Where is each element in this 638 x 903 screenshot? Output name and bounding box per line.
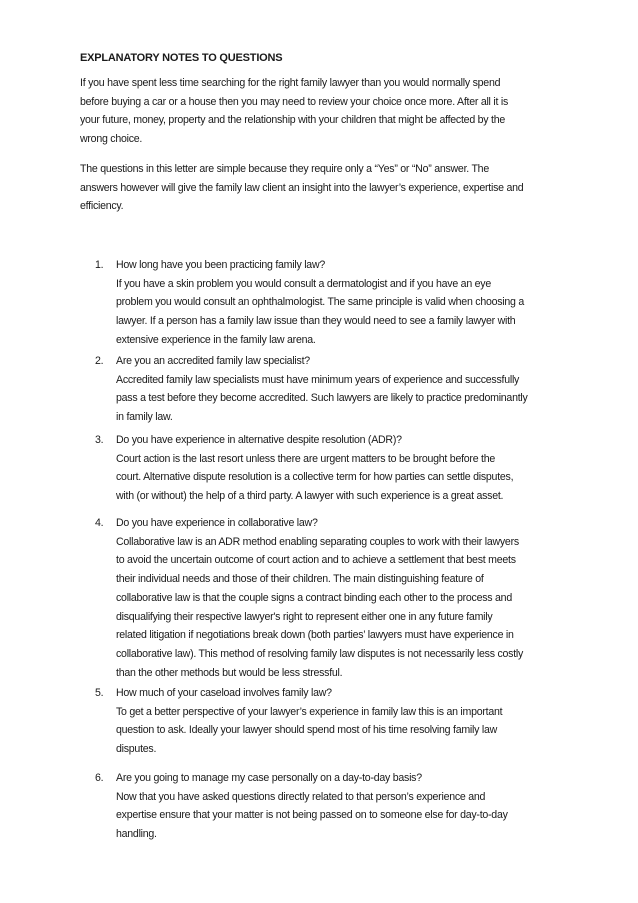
text-line: To get a better perspective of your lawyer’s experience in family law this is an important — [116, 705, 503, 718]
intro-paragraph-2 — [80, 160, 562, 216]
text-line: in family law. — [116, 411, 173, 424]
text-line: answers however will give the family law client an insight into the lawyer’s experience, expertise and — [80, 181, 524, 194]
question-number: 6. — [95, 772, 104, 784]
text-line: Accredited family law specialists must have minimum years of experience and successfully — [116, 373, 520, 386]
text-line: collaborative law is that the couple signs a contract binding each other to the process and — [116, 591, 512, 604]
question-heading: How long have you been practicing family law? — [116, 259, 325, 271]
document-title: EXPLANATORY NOTES TO QUESTIONS — [80, 52, 283, 64]
intro-paragraph-1 — [80, 74, 562, 149]
question-heading: Are you going to manage my case personally on a day-to-day basis? — [116, 772, 422, 784]
question-heading: Do you have experience in alternative despite resolution (ADR)? — [116, 434, 402, 446]
text-line: court. Alternative dispute resolution is a collective term for how parties can settle disputes, — [116, 471, 514, 484]
question-body — [116, 256, 566, 350]
text-line: disqualifying their respective lawyer's right to represent either one in any future family — [116, 610, 493, 623]
text-line: expertise ensure that your matter is not being passed on to someone else for day-to-day — [116, 809, 508, 822]
text-line: handling. — [116, 828, 157, 841]
text-line: than the other methods but would be less stressful. — [116, 666, 343, 679]
question-number: 4. — [95, 517, 104, 529]
text-line: question to ask. Ideally your lawyer should spend most of his time resolving family law — [116, 724, 497, 737]
question-number: 1. — [95, 259, 104, 271]
text-line: Court action is the last resort unless there are urgent matters to be brought before the — [116, 452, 496, 465]
question-body — [116, 431, 566, 506]
text-line: extensive experience in the family law arena. — [116, 333, 316, 346]
question-number: 2. — [95, 355, 104, 367]
text-line: their individual needs and those of their children. The main distinguishing feature of — [116, 573, 484, 586]
text-line: pass a test before they become accredited. Such lawyers are likely to practice predominantly — [116, 392, 528, 405]
question-heading: Are you an accredited family law specialist? — [116, 355, 310, 367]
text-line: If you have a skin problem you would consult a dermatologist and if you have an eye — [116, 277, 491, 290]
question-heading: Do you have experience in collaborative law? — [116, 517, 318, 529]
text-line: problem you would consult an ophthalmologist. The same principle is valid when choosing a — [116, 296, 525, 309]
question-heading: How much of your caseload involves family law? — [116, 687, 332, 699]
question-body — [116, 684, 566, 759]
text-line: efficiency. — [80, 200, 124, 213]
question-body — [116, 514, 566, 682]
question-number: 5. — [95, 687, 104, 699]
text-line: to avoid the uncertain outcome of court action and to achieve a settlement that best meets — [116, 554, 516, 567]
text-line: with (or without) the help of a third party. A lawyer with such experience is a great asset. — [116, 490, 504, 503]
text-line: The questions in this letter are simple because they require only a “Yes” or “No” answer. The — [80, 163, 489, 175]
question-number: 3. — [95, 434, 104, 446]
text-line: disputes. — [116, 743, 157, 756]
text-line: Now that you have asked questions directly related to that person’s experience and — [116, 790, 486, 803]
text-line: If you have spent less time searching for the right family lawyer than you would normally spend — [80, 77, 501, 89]
question-body — [116, 769, 566, 844]
text-line: your future, money, property and the relationship with your children that might be affected by the — [80, 114, 506, 127]
question-body — [116, 352, 566, 427]
text-line: wrong choice. — [80, 133, 143, 146]
text-line: collaborative law). This method of resolving family law disputes is not necessarily less costly — [116, 647, 524, 660]
text-line: Collaborative law is an ADR method enabling separating couples to work with their lawyers — [116, 535, 519, 548]
text-line: related litigation if negotiations break down (both parties’ lawyers must have experience in — [116, 629, 514, 642]
text-line: before buying a car or a house then you may need to review your choice once more. After all it is — [80, 95, 508, 108]
text-line: lawyer. If a person has a family law issue than they would need to see a family lawyer with — [116, 315, 516, 328]
